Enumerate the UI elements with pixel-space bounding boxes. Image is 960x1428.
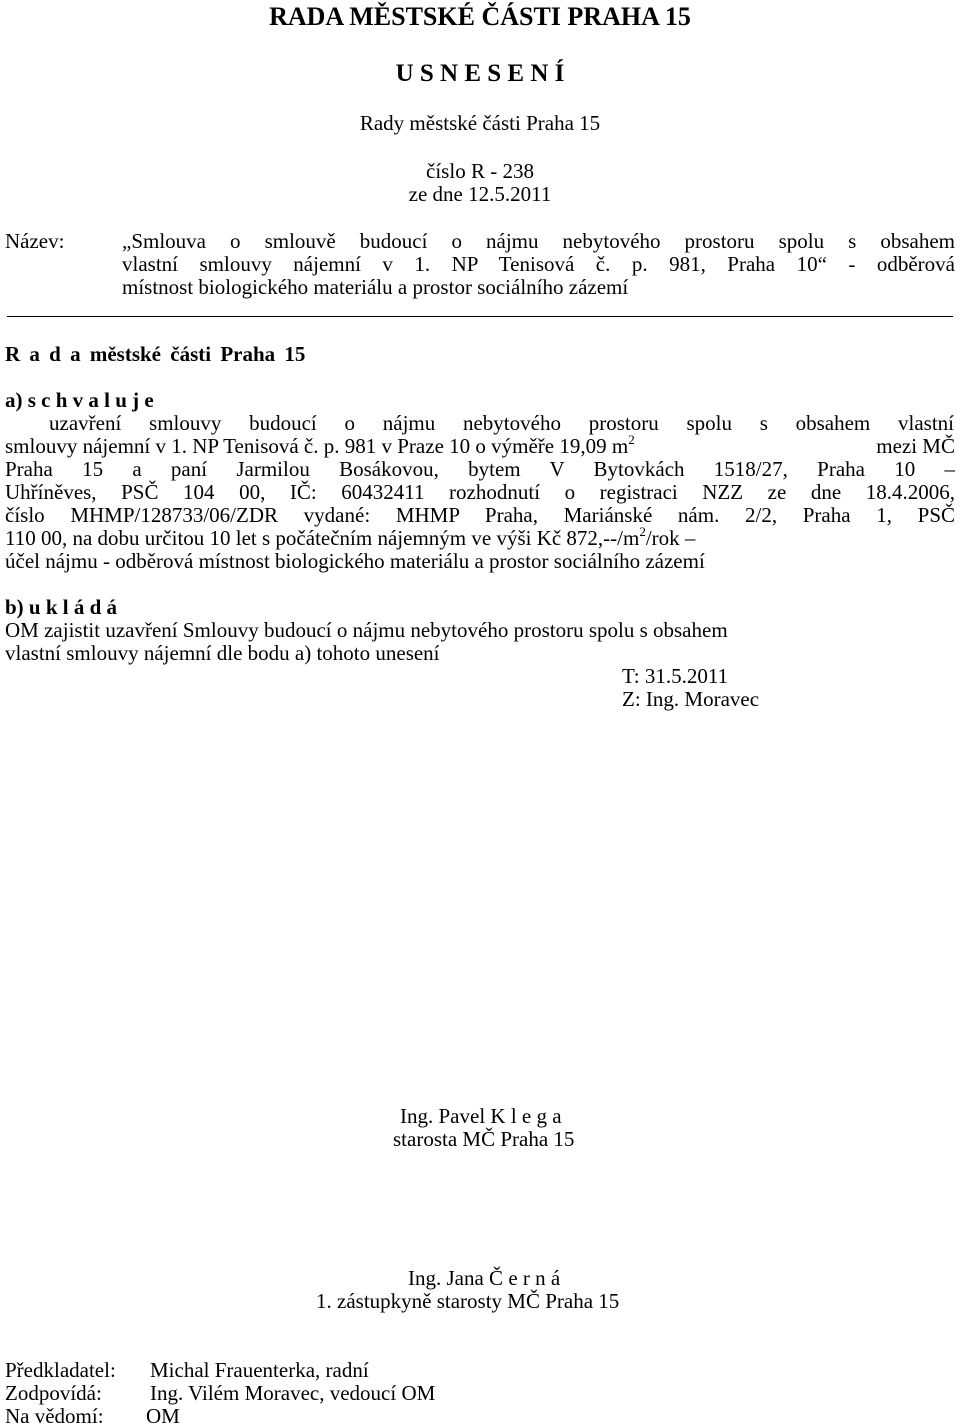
signature-1-title: starosta MČ Praha 15 (393, 1127, 575, 1151)
resolution-number: číslo R - 238 (426, 159, 534, 183)
footer-cc-label: Na vědomí: (5, 1404, 104, 1428)
rent-unit-superscript: 2 (639, 524, 646, 539)
footer-cc-value: OM (146, 1404, 180, 1428)
signature-1-name: Ing. Pavel K l e g a (400, 1104, 562, 1128)
council-heading: R a d a městské části Praha 15 (5, 342, 306, 366)
deadline: T: 31.5.2011 (622, 664, 729, 688)
section-a-line-4: Uhříněves, PSČ 104 00, IČ: 60432411 rozhodnutí o registraci NZZ ze dne 18.4.2006, (5, 480, 955, 504)
section-a-line-5: číslo MHMP/128733/06/ZDR vydané: MHMP Praha, Mariánské nám. 2/2, Praha 1, PSČ (5, 503, 955, 527)
section-a-line-6a: 110 00, na dobu určitou 10 let s počátečním nájemným ve výši Kč 872,--/m (5, 526, 640, 550)
name-line-3: místnost biologického materiálu a prostor sociálního zázemí (122, 275, 629, 299)
footer-responsible-value: Ing. Vilém Moravec, vedoucí OM (150, 1381, 436, 1405)
resolution-date: ze dne 12.5.2011 (408, 182, 552, 206)
section-b-heading: b) u k l á d á (5, 595, 118, 619)
signature-2-name: Ing. Jana Č e r n á (408, 1266, 561, 1290)
section-b-line-2: vlastní smlouvy nájemní dle bodu a) tohoto unesení (5, 641, 440, 665)
name-line-1: „Smlouva o smlouvě budoucí o nájmu nebytového prostoru spolu s obsahem (122, 229, 955, 253)
section-a-line-6 (5, 524, 955, 550)
signature-2-title: 1. zástupkyně starosty MČ Praha 15 (316, 1289, 620, 1313)
document-type-title: U S N E S E N Í (395, 60, 565, 87)
section-a-line-2b: mezi MČ (876, 434, 955, 458)
name-line-2: vlastní smlouvy nájemní v 1. NP Tenisová č. p. 981, Praha 10“ - odběrová (122, 252, 955, 276)
area-unit-superscript: 2 (628, 432, 635, 447)
footer-responsible-label: Zodpovídá: (5, 1381, 102, 1405)
footer-submitter-label: Předkladatel: (5, 1358, 116, 1382)
footer-submitter-value: Michal Frauenterka, radní (150, 1358, 369, 1382)
responsible-person: Z: Ing. Moravec (622, 687, 760, 711)
separator-line (7, 316, 953, 317)
section-a-line-6b: /rok – (645, 526, 696, 550)
section-a-line-2a: smlouvy nájemní v 1. NP Tenisová č. p. 981 v Praze 10 o výměře 19,09 m (5, 434, 629, 458)
section-a-line-7: účel nájmu - odběrová místnost biologického materiálu a prostor sociálního zázemí (5, 549, 705, 573)
section-a-line-3: Praha 15 a paní Jarmilou Bosákovou, bytem V Bytovkách 1518/27, Praha 10 – (5, 457, 955, 481)
section-a-heading: a) s c h v a l u j e (5, 388, 154, 412)
name-label: Název: (5, 229, 65, 253)
issuer-line: Rady městské části Praha 15 (359, 111, 601, 135)
section-b-line-1: OM zajistit uzavření Smlouvy budoucí o nájmu nebytového prostoru spolu s obsahem (5, 618, 728, 642)
document-org-title: RADA MĚSTSKÉ ČÁSTI PRAHA 15 (269, 2, 691, 31)
section-a-line-2 (5, 432, 955, 458)
section-a-line-1: uzavření smlouvy budoucí o nájmu nebytového prostoru spolu s obsahem vlastní (49, 411, 954, 435)
